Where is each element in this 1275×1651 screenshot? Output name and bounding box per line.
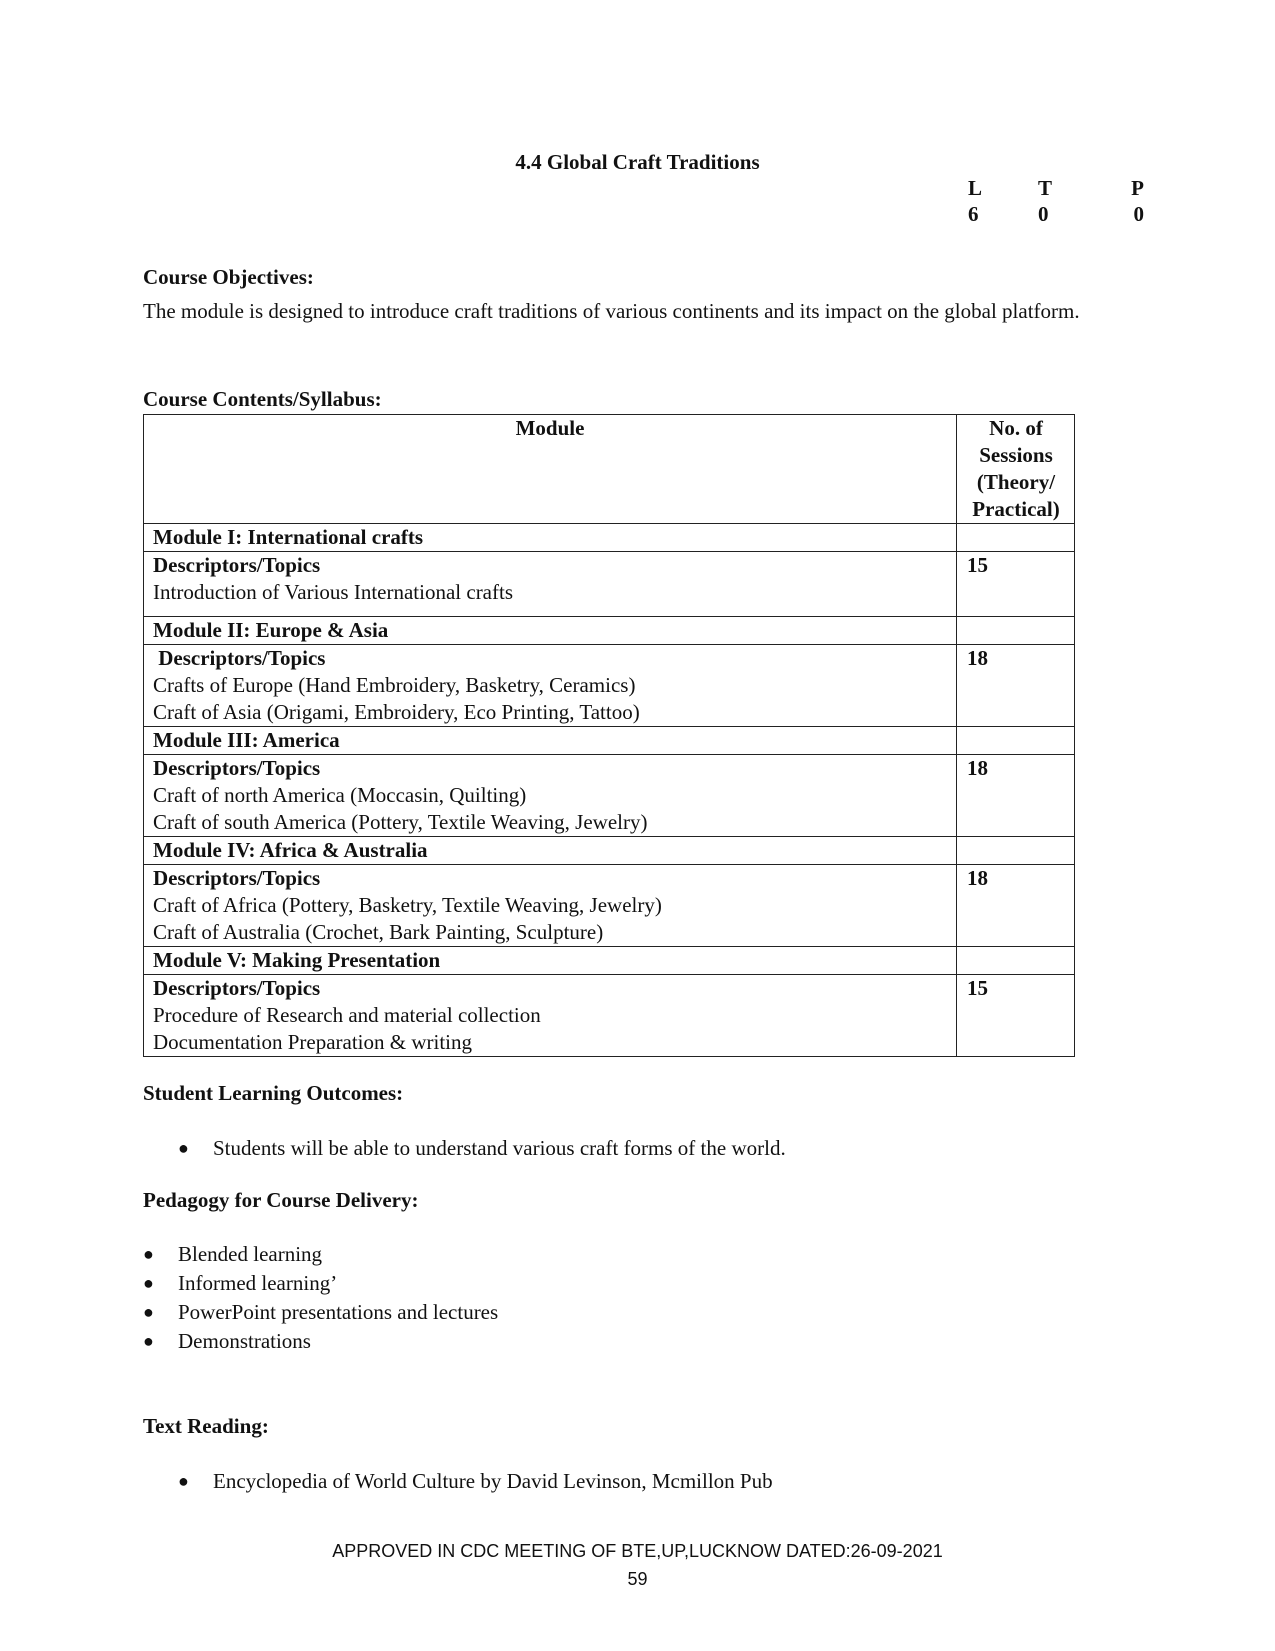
objectives-text: The module is designed to introduce craft traditions of various continents and its impact on the global platform. (143, 299, 1080, 323)
module-content-row (144, 755, 1075, 837)
sessions-count: 18 (957, 645, 1075, 727)
bullet-icon: ● (178, 1138, 189, 1158)
descriptor-label: Descriptors/Topics (153, 553, 321, 577)
ltp-header-row (968, 176, 1144, 202)
pedagogy-heading: Pedagogy for Course Delivery: (143, 1188, 419, 1212)
sessions-count: 18 (957, 865, 1075, 947)
page-number: 59 (627, 1569, 648, 1589)
module-topics-cell (144, 552, 957, 617)
pedagogy-text: Blended learning (178, 1242, 323, 1266)
module-title: Module II: Europe & Asia (144, 617, 957, 645)
module-topics-cell (144, 645, 957, 727)
module-title-row (144, 617, 1075, 645)
topic-line: Documentation Preparation & writing (153, 1030, 473, 1054)
topic-line: Craft of Asia (Origami, Embroidery, Eco Printing, Tattoo) (153, 700, 640, 724)
sessions-header-line: (Theory/ (976, 470, 1056, 494)
sessions-column-header (957, 415, 1075, 524)
outcomes-heading: Student Learning Outcomes: (143, 1081, 404, 1105)
sessions-count: 15 (957, 975, 1075, 1057)
module-column-header: Module (144, 415, 957, 524)
descriptor-label: Descriptors/Topics (153, 866, 321, 890)
module-content-row (144, 645, 1075, 727)
sessions-count: 18 (957, 755, 1075, 837)
bullet-icon: ● (143, 1244, 154, 1264)
page-title: 4.4 Global Craft Traditions (515, 150, 760, 174)
sessions-header-line: Practical) (972, 497, 1060, 521)
empty-cell (957, 524, 1075, 552)
topic-line: Crafts of Europe (Hand Embroidery, Basketry, Ceramics) (153, 673, 636, 697)
topic-line: Craft of south America (Pottery, Textile Weaving, Jewelry) (153, 810, 648, 834)
empty-cell (957, 727, 1075, 755)
list-item (143, 1240, 498, 1269)
outcome-text: Students will be able to understand various craft forms of the world. (213, 1136, 786, 1160)
approval-note: APPROVED IN CDC MEETING OF BTE,UP,LUCKNOW DATED:26-09-2021 (332, 1541, 943, 1561)
ltp-t-value: 0 (1038, 202, 1049, 226)
module-title: Module I: International crafts (144, 524, 957, 552)
ltp-p-header: P (1131, 176, 1144, 200)
ltp-t-header: T (1038, 176, 1053, 200)
topic-line: Craft of Africa (Pottery, Basketry, Textile Weaving, Jewelry) (153, 893, 662, 917)
ltp-l-value: 6 (968, 202, 979, 226)
pedagogy-text: Demonstrations (178, 1329, 311, 1353)
topic-line: Craft of north America (Moccasin, Quilting) (153, 783, 527, 807)
topic-line: Introduction of Various International crafts (153, 580, 514, 604)
objectives-heading: Course Objectives: (143, 265, 314, 289)
module-content-row (144, 865, 1075, 947)
page-footer (0, 1537, 1275, 1593)
bullet-icon: ● (143, 1302, 154, 1322)
list-item (178, 1467, 773, 1496)
bullet-icon: ● (143, 1331, 154, 1351)
ltp-credits (968, 176, 1144, 228)
module-title-row (144, 947, 1075, 975)
module-content-row (144, 552, 1075, 617)
syllabus-heading: Course Contents/Syllabus: (143, 387, 382, 411)
sessions-header-line: No. of (989, 416, 1043, 440)
list-item (143, 1298, 499, 1327)
pedagogy-list (143, 1240, 499, 1356)
reading-heading: Text Reading: (143, 1414, 269, 1438)
ltp-l-header: L (968, 176, 983, 200)
reading-list (178, 1467, 773, 1496)
module-topics-cell (144, 975, 957, 1057)
outcomes-list (178, 1134, 786, 1163)
bullet-icon: ● (178, 1471, 189, 1491)
module-title: Module V: Making Presentation (144, 947, 957, 975)
descriptor-label: Descriptors/Topics (153, 976, 321, 1000)
descriptor-label: Descriptors/Topics (153, 646, 326, 670)
module-topics-cell (144, 755, 957, 837)
module-title: Module III: America (144, 727, 957, 755)
module-title-row (144, 837, 1075, 865)
empty-cell (957, 617, 1075, 645)
empty-cell (957, 837, 1075, 865)
topic-line: Craft of Australia (Crochet, Bark Painting, Sculpture) (153, 920, 604, 944)
list-item (178, 1134, 786, 1163)
descriptor-label: Descriptors/Topics (153, 756, 321, 780)
sessions-header-line: Sessions (979, 443, 1053, 467)
module-title-row (144, 727, 1075, 755)
module-content-row (144, 975, 1075, 1057)
syllabus-table (143, 414, 1075, 1057)
list-item (143, 1269, 498, 1298)
topic-line: Procedure of Research and material collection (153, 1003, 541, 1027)
bullet-icon: ● (143, 1273, 154, 1293)
table-header-row (144, 415, 1075, 524)
empty-cell (957, 947, 1075, 975)
pedagogy-text: PowerPoint presentations and lectures (178, 1300, 499, 1324)
pedagogy-text: Informed learning’ (178, 1271, 338, 1295)
sessions-count: 15 (957, 552, 1075, 617)
ltp-p-value: 0 (1133, 202, 1144, 226)
module-topics-cell (144, 865, 957, 947)
module-title: Module IV: Africa & Australia (144, 837, 957, 865)
list-item (143, 1327, 498, 1356)
reading-text: Encyclopedia of World Culture by David Levinson, Mcmillon Pub (213, 1469, 773, 1493)
ltp-value-row (968, 202, 1144, 228)
module-title-row (144, 524, 1075, 552)
